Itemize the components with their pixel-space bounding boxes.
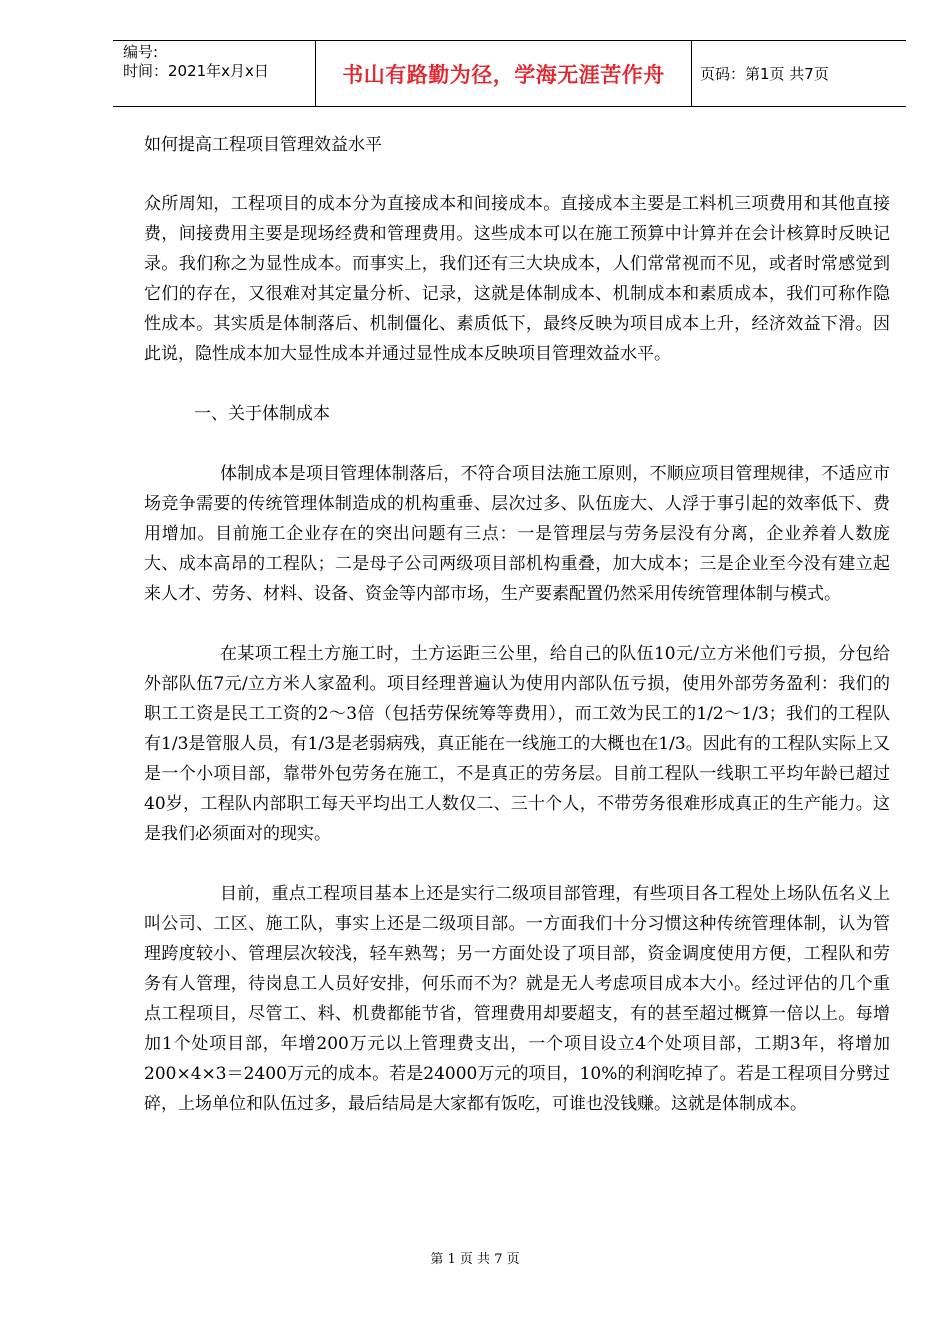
section-heading: 一、关于体制成本 bbox=[194, 404, 330, 424]
body-paragraph: 体制成本是项目管理体制落后，不符合项目法施工原则，不顺应项目管理规律，不适应市场竞争需要的传统管理体制造成的机构重垂、层次过多、队伍庞大、人浮于事引起的效率低下、费用增加。目前施工企业存在的突出问题有三点：一是管理层与劳务层没有分离，企业养着人数庞大、成本高昂的工程队；二是母子公司两级项目部机构重叠，加大成本；三是企业至今没有建立起来人才、劳务、材料、设备、资金等内部市场，生产要素配置仍然采用传统管理体制与模式。 bbox=[144, 464, 890, 604]
intro-paragraph: 众所周知，工程项目的成本分为直接成本和间接成本。直接成本主要是工料机三项费用和其他直接费，间接费用主要是现场经费和管理费用。这些成本可以在施工预算中计算并在会计核算时反映记录。我们称之为显性成本。而事实上，我们还有三大块成本，人们常常视而不见，或者时常感觉到它们的存在，又很难对其定量分析、记录，这就是体制成本、机制成本和素质成本，我们可称作隐性成本。其实质是体制落后、机制僵化、素质低下，最终反映为项目成本上升，经济效益下滑。因此说，隐性成本加大显性成本并通过显性成本反映项目管理效益水平。 bbox=[144, 194, 890, 364]
page-footer: 第 1 页 共 7 页 bbox=[430, 1252, 520, 1267]
body-paragraph: 目前，重点工程项目基本上还是实行二级项目部管理，有些项目各工程处上场队伍名义上叫公司、工区、施工队，事实上还是二级项目部。一方面我们十分习惯这种传统管理体制，认为管理跨度较小、管理层次较浅，轻车熟驾；另一方面处设了项目部，资金调度使用方便，工程队和劳务有人管理，待岗息工人员好安排，何乐而不为？就是无人考虑项目成本大小。经过评估的几个重点工程项目，尽管工、料、机费都能节省，管理费用却要超支，有的甚至超过概算一倍以上。每增加1个处项目部，年增200万元以上管理费支出，一个项目设立4个处项目部，工期3年，将增加200×4×3＝2400万元的成本。若是24000万元的项目，10%的利润吃掉了。若是工程项目分劈过碎，上场单位和队伍过多，最后结局是大家都有饭吃，可谁也没钱赚。这就是体制成本。 bbox=[144, 884, 890, 1114]
body-paragraph: 在某项工程土方施工时，土方运距三公里，给自己的队伍10元/立方米他们亏损，分包给外部队伍7元/立方米人家盈利。项目经理普遍认为使用内部队伍亏损，使用外部劳务盈利：我们的职工工资是民工工资的2～3倍（包括劳保统筹等费用），而工效为民工的1/2～1/3；我们的工程队有1/3是管服人员，有1/3是老弱病残，真正能在一线施工的大概也在1/3。因此有的工程队实际上又是一个小项目部，靠带外包劳务在施工，不是真正的劳务层。目前工程队一线职工平均年龄已超过40岁，工程队内部职工每天平均出工人数仅二、三十个人，不带劳务很难形成真正的生产能力。这是我们必须面对的现实。 bbox=[144, 644, 890, 844]
header-meta bbox=[113, 41, 316, 106]
header-motto: 书山有路勤为径，学海无涯苦作舟 bbox=[316, 41, 692, 106]
header-number-label: 编号: bbox=[123, 43, 159, 61]
header-page-info: 页码：第1页 共7页 bbox=[700, 65, 829, 83]
header-time-label: 时间：2021年x月x日 bbox=[123, 62, 269, 80]
document-body bbox=[144, 130, 890, 1119]
document-title: 如何提高工程项目管理效益水平 bbox=[144, 135, 382, 155]
page-header bbox=[113, 40, 906, 107]
